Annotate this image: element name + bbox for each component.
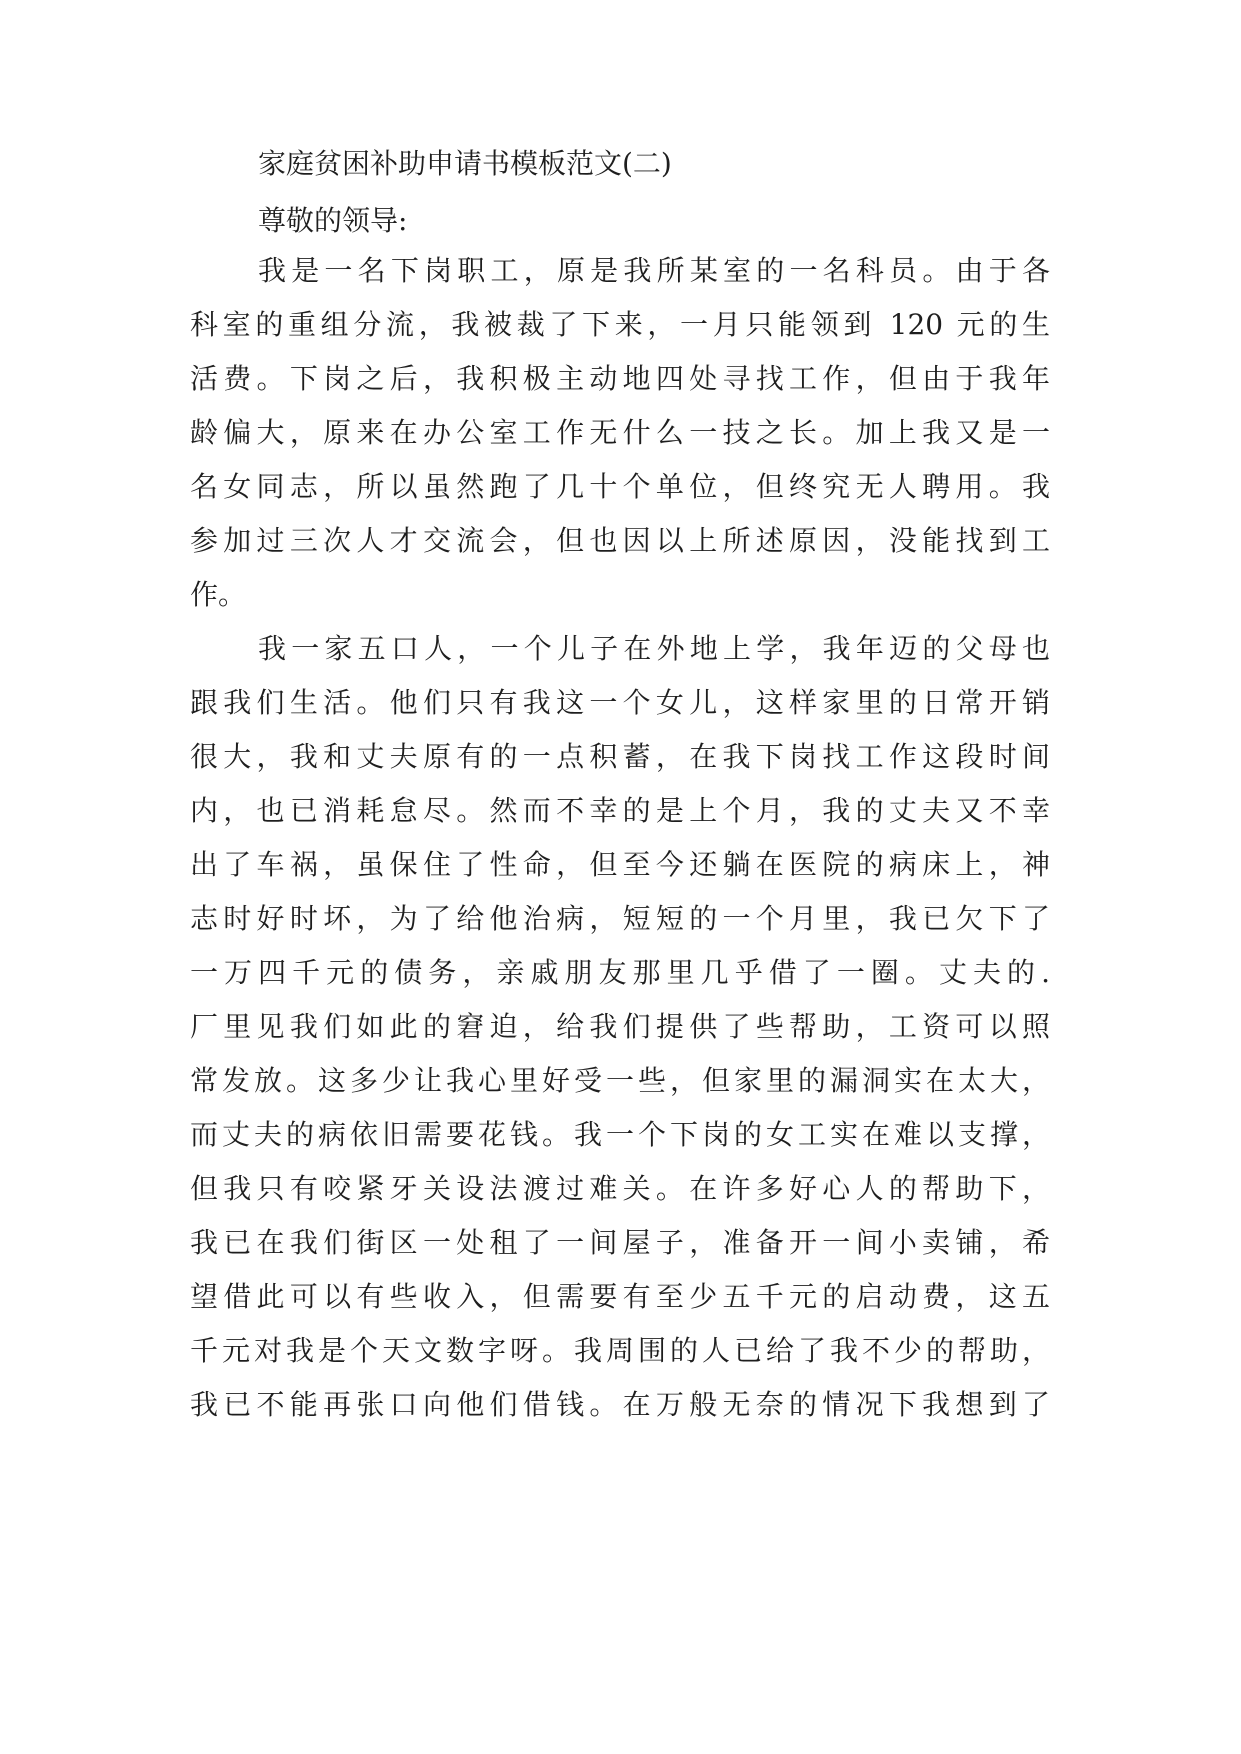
paragraph-line: 厂里见我们如此的窘迫，给我们提供了些帮助，工资可以照: [190, 1010, 1050, 1043]
salutation: 尊敬的领导:: [258, 204, 408, 237]
paragraph-line: 我一家五口人，一个儿子在外地上学，我年迈的父母也: [258, 632, 1050, 665]
paragraph-line: 名女同志，所以虽然跑了几十个单位，但终究无人聘用。我: [190, 470, 1050, 503]
paragraph-line: 很大，我和丈夫原有的一点积蓄，在我下岗找工作这段时间: [190, 740, 1050, 773]
paragraph-line: 活费。下岗之后，我积极主动地四处寻找工作，但由于我年: [190, 362, 1050, 395]
paragraph-line: 参加过三次人才交流会，但也因以上所述原因，没能找到工: [190, 524, 1050, 557]
paragraph-line: 千元对我是个天文数字呀。我周围的人已给了我不少的帮助，: [190, 1334, 1050, 1367]
paragraph-line: 但我只有咬紧牙关设法渡过难关。在许多好心人的帮助下，: [190, 1172, 1050, 1205]
paragraph-line: 一万四千元的债务，亲戚朋友那里几乎借了一圈。丈夫的.: [190, 956, 1050, 989]
paragraph-line: 而丈夫的病依旧需要花钱。我一个下岗的女工实在难以支撑，: [190, 1118, 1050, 1151]
paragraph-line: 志时好时坏，为了给他治病，短短的一个月里，我已欠下了: [190, 902, 1050, 935]
paragraph-line: 内，也已消耗怠尽。然而不幸的是上个月，我的丈夫又不幸: [190, 794, 1050, 827]
paragraph-line: 跟我们生活。他们只有我这一个女儿，这样家里的日常开销: [190, 686, 1050, 719]
paragraph-line: 科室的重组分流，我被裁了下来，一月只能领到 120 元的生: [190, 308, 1050, 341]
paragraph-line: 作。: [190, 578, 247, 611]
paragraph-line: 常发放。这多少让我心里好受一些，但家里的漏洞实在太大，: [190, 1064, 1050, 1097]
paragraph-line: 出了车祸，虽保住了性命，但至今还躺在医院的病床上，神: [190, 848, 1050, 881]
paragraph-line: 我已不能再张口向他们借钱。在万般无奈的情况下我想到了: [190, 1388, 1050, 1421]
document-title: 家庭贫困补助申请书模板范文(二): [258, 147, 672, 180]
paragraph-line: 望借此可以有些收入，但需要有至少五千元的启动费，这五: [190, 1280, 1050, 1313]
paragraph-line: 我已在我们街区一处租了一间屋子，准备开一间小卖铺，希: [190, 1226, 1050, 1259]
paragraph-line: 龄偏大，原来在办公室工作无什么一技之长。加上我又是一: [190, 416, 1050, 449]
paragraph-line: 我是一名下岗职工，原是我所某室的一名科员。由于各: [258, 254, 1050, 287]
